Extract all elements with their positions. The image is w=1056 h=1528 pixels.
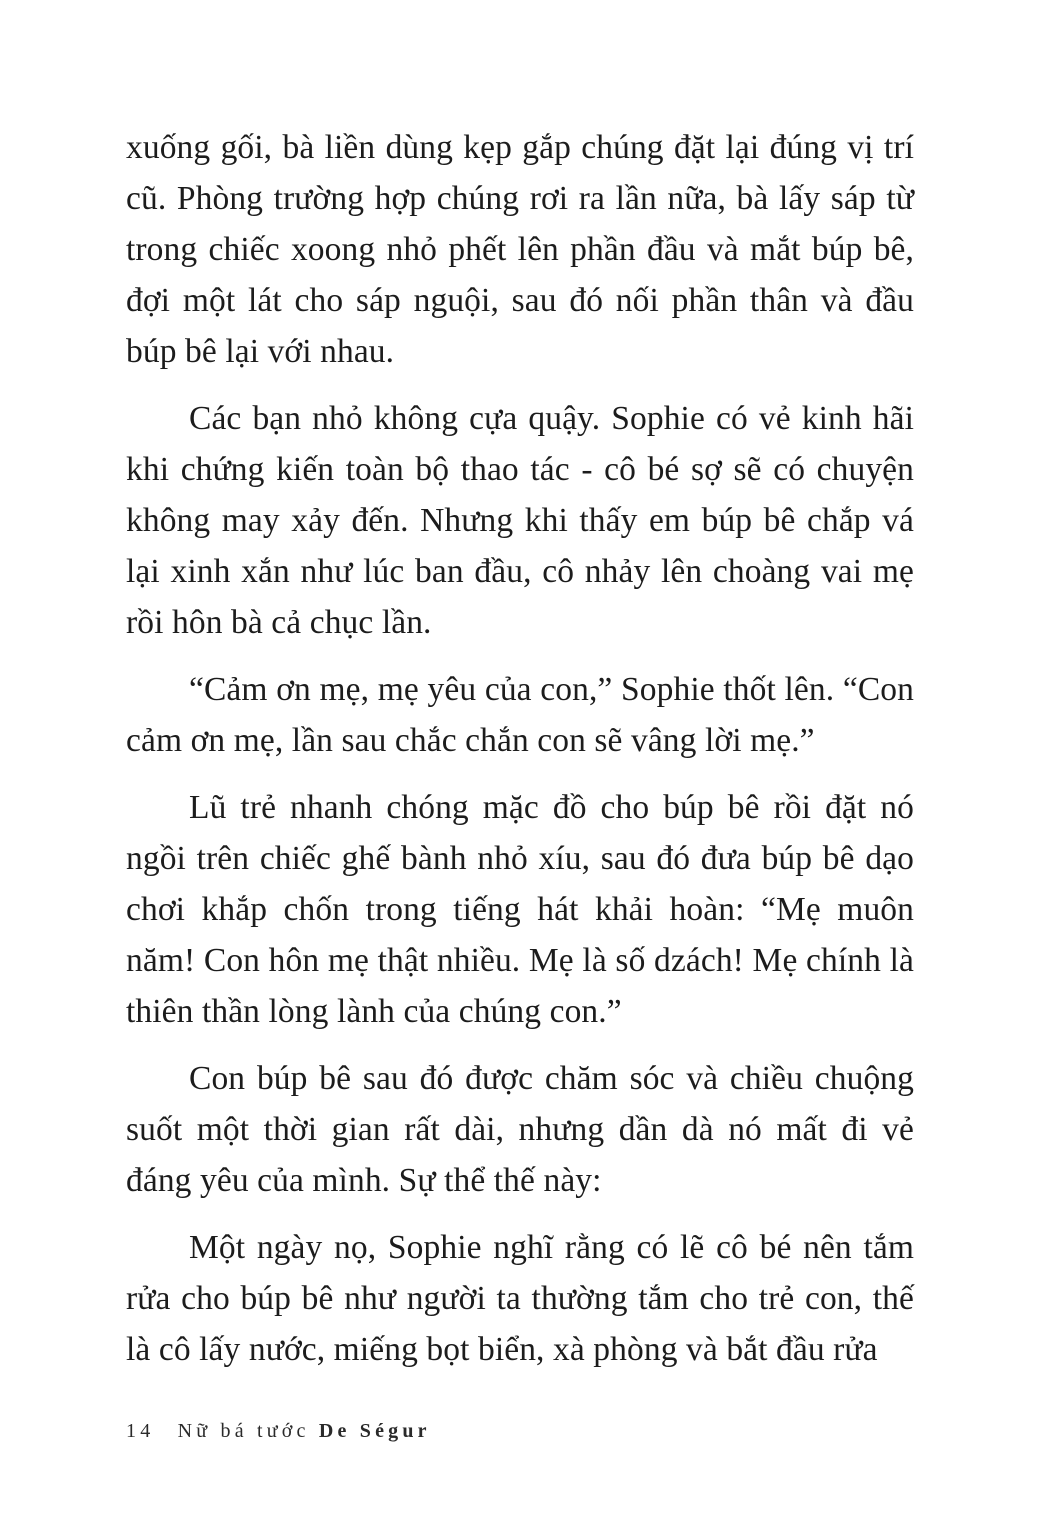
- paragraph-5: Con búp bê sau đó được chăm sóc và chiều chuộng suốt một thời gian rất dài, nhưng dần dà nó mất đi vẻ đáng yêu của mình. Sự thể thế này:: [126, 1060, 914, 1199]
- author-surname: De Ségur: [318, 1420, 431, 1442]
- paragraph-1: xuống gối, bà liền dùng kẹp gắp chúng đặt lại đúng vị trí cũ. Phòng trường hợp chúng rơi ra lần nữa, bà lấy sáp từ trong chiếc xoong nhỏ phết lên phần đầu và mắt búp bê, đợi một lát cho sáp nguội, sau đó nối phần thân và đầu búp bê lại với nhau.: [126, 129, 914, 370]
- paragraph-3: “Cảm ơn mẹ, mẹ yêu của con,” Sophie thốt lên. “Con cảm ơn mẹ, lần sau chắc chắn con sẽ vâng lời mẹ.”: [126, 671, 914, 759]
- paragraph-6: Một ngày nọ, Sophie nghĩ rằng có lẽ cô bé nên tắm rửa cho búp bê như người ta thường tắm cho trẻ con, thế là cô lấy nước, miếng bọt biển, xà phòng và bắt đầu rửa: [126, 1229, 914, 1368]
- paragraph-4: Lũ trẻ nhanh chóng mặc đồ cho búp bê rồi đặt nó ngồi trên chiếc ghế bành nhỏ xíu, sau đó đưa búp bê dạo chơi khắp chốn trong tiếng hát khải hoàn: “Mẹ muôn năm! Con hôn mẹ thật nhiều. Mẹ là số dzách! Mẹ chính là thiên thần lòng lành của chúng con.”: [126, 789, 914, 1030]
- page-number: 14: [126, 1420, 155, 1442]
- running-footer: [126, 1420, 431, 1443]
- paragraph-2: Các bạn nhỏ không cựa quậy. Sophie có vẻ kinh hãi khi chứng kiến toàn bộ thao tác - cô bé sợ sẽ có chuyện không may xảy đến. Nhưng khi thấy em búp bê chắp vá lại xinh xắn như lúc ban đầu, cô nhảy lên choàng vai mẹ rồi hôn bà cả chục lần.: [126, 400, 914, 641]
- author-title: Nữ bá tước: [177, 1420, 310, 1442]
- page-body: [126, 122, 914, 1391]
